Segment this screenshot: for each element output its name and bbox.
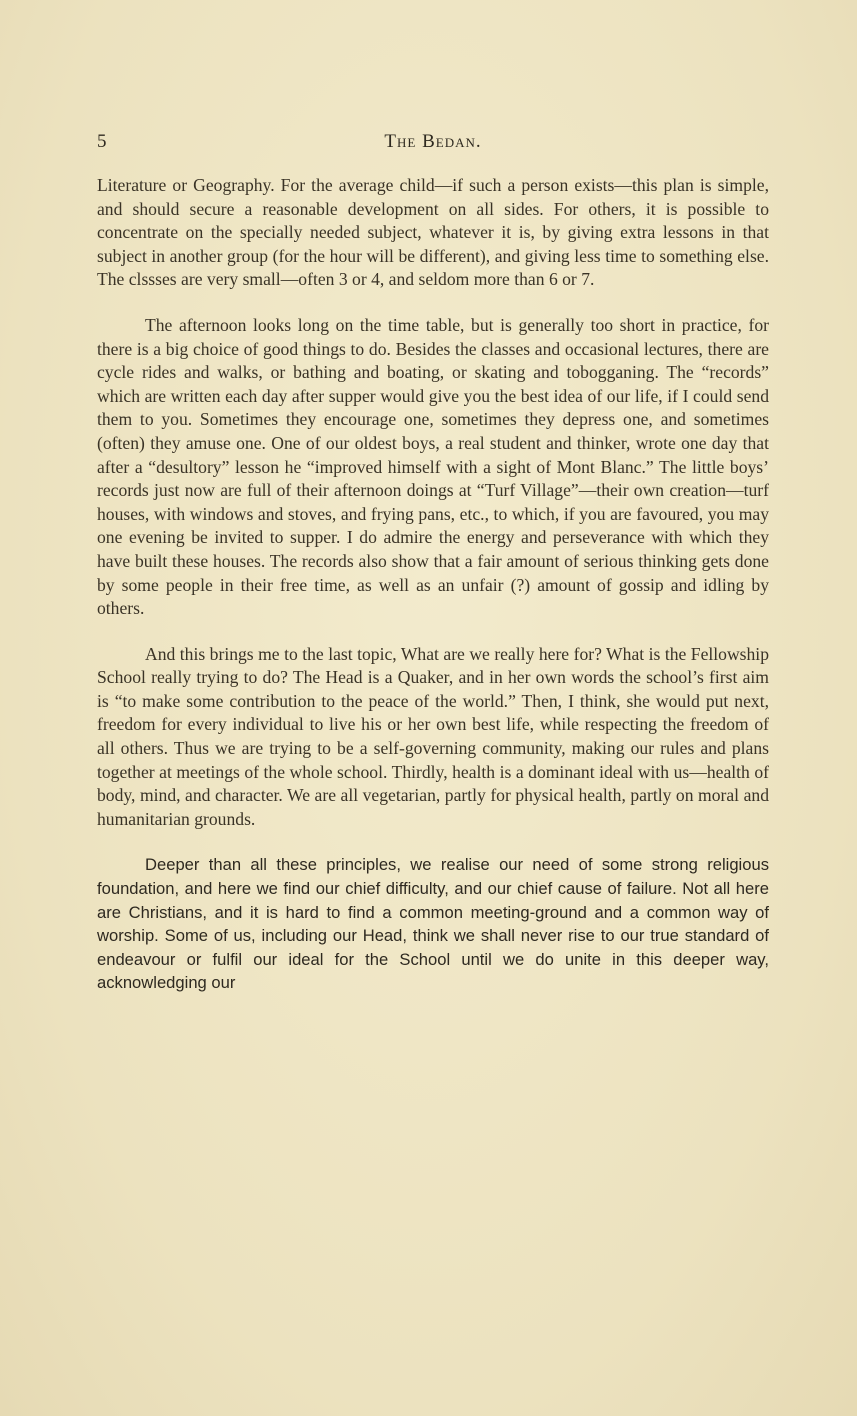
paragraph-4: Deeper than all these principles, we realise our need of some strong religious foundation, and here we find our chief difficulty, and our chief cause of failure. Not all here are Christians, and it is hard to find a common meeting-ground and a common way of worship. Some of us, including our Head, think we shall never rise to our true standard of endeavour or fulfil our ideal for the School until we do unite in this deeper way, acknowledging our [97,855,769,993]
body-text [97,174,769,995]
running-title: The Bedan. [384,131,482,152]
paragraph-1: Literature or Geography. For the average child—if such a person exists—this plan is simple, and should secure a reasonable development on all sides. For others, it is possible to concentrate on the specially needed subject, whatever it is, by giving extra lessons in that subject in another group (for the hour will be different), and giving less time to something else. The clssses are very small—often 3 or 4, and seldom more than 6 or 7. [97,175,769,290]
page-number: 5 [97,131,107,152]
paragraph-2: The afternoon looks long on the time table, but is generally too short in practice, for there is a big choice of good things to do. Besides the classes and occasional lectures, there are cycle rides and walks, or bathing and boating, or skating and tobogganing. The “records” which are written each day after supper would give you the best idea of our life, if I could send them to you. Sometimes they encourage one, sometimes they depress one, and sometimes (often) they amuse one. One of our oldest boys, a real student and thinker, wrote one day that after a “desultory” lesson he “improved himself with a sight of Mont Blanc.” The little boys’ records just now are full of their afternoon doings at “Turf Village”—their own creation—turf houses, with windows and stoves, and frying pans, etc., to which, if you are favoured, you may one evening be invited to supper. I do admire the energy and perseverance with which they have built these houses. The records also show that a fair amount of serious thinking gets done by some people in their free time, as well as an unfair (?) amount of gossip and idling by others. [97,314,769,619]
page-header [97,131,769,161]
paragraph-3: And this brings me to the last topic, What are we really here for? What is the Fellowship School really trying to do? The Head is a Quaker, and in her own words the school’s first aim is “to make some contribution to the peace of the world.” Then, I think, she would put next, freedom for every individual to live his or her own best life, while respecting the freedom of all others. Thus we are trying to be a self-governing community, making our rules and plans together at meetings of the whole school. Thirdly, health is a dominant ideal with us—health of body, mind, and character. We are all vegetarian, partly for physical health, partly on moral and humanitarian grounds. [97,643,769,829]
